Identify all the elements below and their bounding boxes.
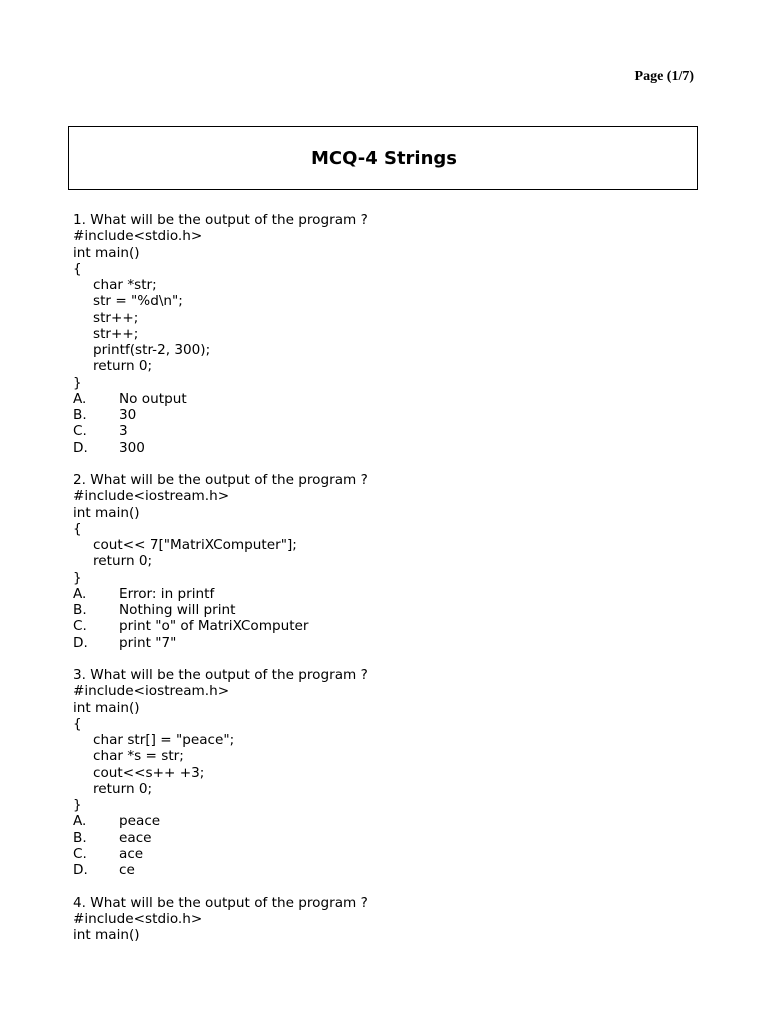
answer-option — [73, 830, 713, 846]
answer-option — [73, 407, 713, 423]
option-letter: B. — [73, 602, 87, 618]
page-number: Page (1/7) — [634, 69, 694, 84]
code-line: char *str; — [93, 277, 157, 293]
option-letter: D. — [73, 439, 88, 456]
code-line: str = "%d\n"; — [93, 293, 183, 310]
document-title: MCQ-4 Strings — [310, 147, 458, 169]
answer-option — [73, 846, 713, 862]
code-line: int main() — [73, 699, 140, 716]
question-block — [73, 667, 713, 878]
option-text: 3 — [119, 423, 128, 440]
code-line: #include<stdio.h> — [73, 228, 203, 245]
code-line: int main() — [73, 244, 140, 261]
answer-option — [73, 862, 713, 878]
question-text: 2. What will be the output of the program ? — [73, 472, 368, 488]
option-letter: D. — [73, 862, 88, 878]
option-text: 30 — [119, 407, 137, 423]
code-line: int main() — [73, 927, 140, 943]
title-box — [68, 126, 698, 190]
option-text: eace — [119, 829, 152, 846]
option-text: Nothing will print — [119, 602, 236, 618]
code-line: cout<< 7["MatriXComputer"]; — [93, 537, 297, 553]
option-letter: C. — [73, 845, 87, 862]
code-line: str++; — [93, 309, 139, 326]
code-line: } — [73, 797, 82, 813]
answer-option — [73, 391, 713, 407]
question-block — [73, 472, 713, 651]
question-text: 4. What will be the output of the program ? — [73, 894, 368, 911]
code-line: { — [73, 260, 82, 277]
answer-option — [73, 440, 713, 456]
answer-option — [73, 813, 713, 829]
option-text: print "o" of MatriXComputer — [119, 618, 309, 635]
code-line: #include<stdio.h> — [73, 910, 203, 927]
answer-option — [73, 635, 713, 651]
option-text: ce — [119, 862, 135, 878]
code-line: { — [73, 520, 82, 537]
option-text: 300 — [119, 439, 145, 456]
option-letter: B. — [73, 407, 87, 423]
option-letter: A. — [73, 585, 87, 602]
option-text: Error: in printf — [119, 585, 215, 602]
code-line: int main() — [73, 504, 140, 521]
code-line: { — [73, 715, 82, 732]
code-line: printf(str-2, 300); — [93, 342, 211, 358]
question-text: 1. What will be the output of the program ? — [73, 212, 368, 228]
option-letter: A. — [73, 390, 87, 407]
code-line: str++; — [93, 325, 139, 342]
code-line: return 0; — [93, 358, 153, 375]
code-line: #include<iostream.h> — [73, 683, 230, 700]
code-line: } — [73, 569, 82, 586]
code-line: char str[] = "peace"; — [93, 732, 235, 748]
code-line: } — [73, 374, 82, 391]
option-letter: D. — [73, 634, 88, 651]
option-letter: B. — [73, 829, 87, 846]
option-text: print "7" — [119, 634, 177, 651]
answer-option — [73, 602, 713, 618]
question-block — [73, 895, 713, 944]
option-letter: C. — [73, 618, 87, 635]
code-line: cout<<s++ +3; — [93, 764, 205, 781]
code-line: #include<iostream.h> — [73, 488, 230, 505]
answer-option — [73, 586, 713, 602]
option-text: No output — [119, 390, 187, 407]
option-text: ace — [119, 845, 144, 862]
question-block — [73, 212, 713, 456]
question-list — [73, 212, 713, 960]
option-text: peace — [119, 813, 161, 830]
answer-option — [73, 618, 713, 634]
code-line: return 0; — [93, 780, 153, 797]
option-letter: A. — [73, 813, 87, 830]
question-text: 3. What will be the output of the program ? — [73, 667, 368, 683]
code-line: return 0; — [93, 553, 153, 570]
answer-option — [73, 423, 713, 439]
code-line: char *s = str; — [93, 748, 184, 765]
option-letter: C. — [73, 423, 87, 440]
